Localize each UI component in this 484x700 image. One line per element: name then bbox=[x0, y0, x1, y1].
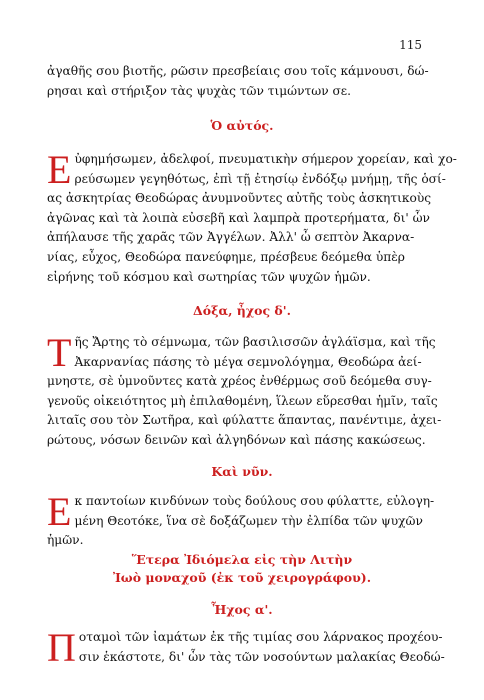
heading-ioo-monachou: Ἰωὸ μοναχοῦ (ἐκ τοῦ χειρογράφου). bbox=[112, 570, 372, 585]
text-line: ρώτους, νόσων δεινῶν καὶ ἀλγηδόνων καὶ πάσης κακώσεως. bbox=[47, 432, 426, 447]
text-line: λιταῖς σου τὸν Σωτῆρα, καὶ φύλαττε ἅπαντας, πανέντιμε, ἀχει- bbox=[47, 413, 442, 428]
heading-etera-idiomela: Ἕτερα Ἰδιόμελα εἰς τὴν Λιτὴν bbox=[131, 552, 353, 567]
text-line: ας ἀσκητρίας Θεοδώρας ἀνυμνοῦντες αὐτῆς τοὺς ἀσκητικοὺς bbox=[47, 191, 432, 206]
heading-kai-nyn: Καὶ νῦν. bbox=[211, 464, 273, 479]
text-line: νίας, εὖχος, Θεοδώρα πανεύφημε, πρέσβευε δεόμεθα ὑπὲρ bbox=[47, 249, 405, 264]
text-line: μνηστε, σὲ ὑμνοῦντες κατὰ χρέος ἐνθέρμως σοῦ δεόμεθα συγ- bbox=[47, 374, 432, 389]
dropcap: Τ bbox=[47, 330, 72, 375]
page-number: 115 bbox=[399, 38, 422, 52]
text-line: γενοῦς οἰκειότητος μὴ ἐπιλαθομένη, ἵλεων εὕρεσθαι ἡμῖν, ταῖς bbox=[47, 393, 438, 408]
heading-echos-a: Ἦχος α'. bbox=[211, 602, 273, 617]
text-line: οταμοὶ τῶν ἰαμάτων ἐκ τῆς τιμίας σου λάρνακος προχέου- bbox=[78, 630, 443, 644]
dropcap: Ε bbox=[47, 489, 72, 534]
dropcap: Π bbox=[47, 625, 76, 670]
text-line: κ παντοίων κινδύνων τοὺς δούλους σου φύλαττε, εὐλογη- bbox=[74, 494, 435, 508]
text-line: ἡμῶν. bbox=[47, 533, 84, 548]
text-line: ρησαι καὶ στήριξον τὰς ψυχὰς τῶν τιμώντων σε. bbox=[47, 83, 351, 98]
heading-o-autos: Ὁ αὐτός. bbox=[210, 118, 274, 133]
paragraph-2 bbox=[47, 330, 445, 451]
text-line: ῆς Ἄρτης τὸ σέμνωμα, τῶν βασιλισσῶν ἀγλάϊσμα, καὶ τῆς bbox=[74, 335, 436, 349]
heading-doxa: Δόξα, ἦχος δ'. bbox=[193, 303, 291, 318]
top-paragraph bbox=[47, 62, 445, 101]
dropcap: Ε bbox=[47, 147, 72, 192]
paragraph-1 bbox=[47, 147, 457, 287]
text-line: ἀγῶνας καὶ τὰ λοιπὰ εὐσεβῆ καὶ λαμπρὰ προτερήματα, δι' ὧν bbox=[47, 210, 430, 225]
text-line: σιν ἑκάστοτε, δι' ὧν τὰς τῶν νοσούντων μαλακίας Θεοδώ- bbox=[78, 649, 445, 664]
text-line: ἀγαθῆς σου βιοτῆς, ρῶσιν πρεσβείαις σου τοῖς κάμνουσι, δώ- bbox=[47, 64, 429, 78]
text-line: μένη Θεοτόκε, ἵνα σὲ δοξάζωμεν τὴν ἐλπίδα τῶν ψυχῶν bbox=[74, 513, 423, 528]
text-line: Ἀκαρνανίας πάσης τὸ μέγα σεμνολόγημα, Θεοδώρα ἀεί- bbox=[74, 354, 422, 369]
text-line: εἰρήνης τοῦ κόσμου καὶ σωτηρίας τῶν ψυχῶν ἡμῶν. bbox=[47, 269, 371, 284]
paragraph-3 bbox=[47, 489, 445, 551]
paragraph-4 bbox=[47, 625, 445, 670]
text-line: ὐφημήσωμεν, ἀδελφοί, πνευματικὴν σήμερον χορείαν, καὶ χο- bbox=[74, 152, 457, 166]
text-line: ρεύσωμεν γεγηθότως, ἐπὶ τῇ ἐτησίῳ ἐνδόξῳ μνήμῃ, τῆς ὁσί- bbox=[74, 171, 446, 186]
text-line: ἀπήλαυσε τῆς χαρᾶς τῶν Ἀγγέλων. Ἀλλ' ὦ σεπτὸν Ἀκαρνα- bbox=[47, 230, 415, 245]
